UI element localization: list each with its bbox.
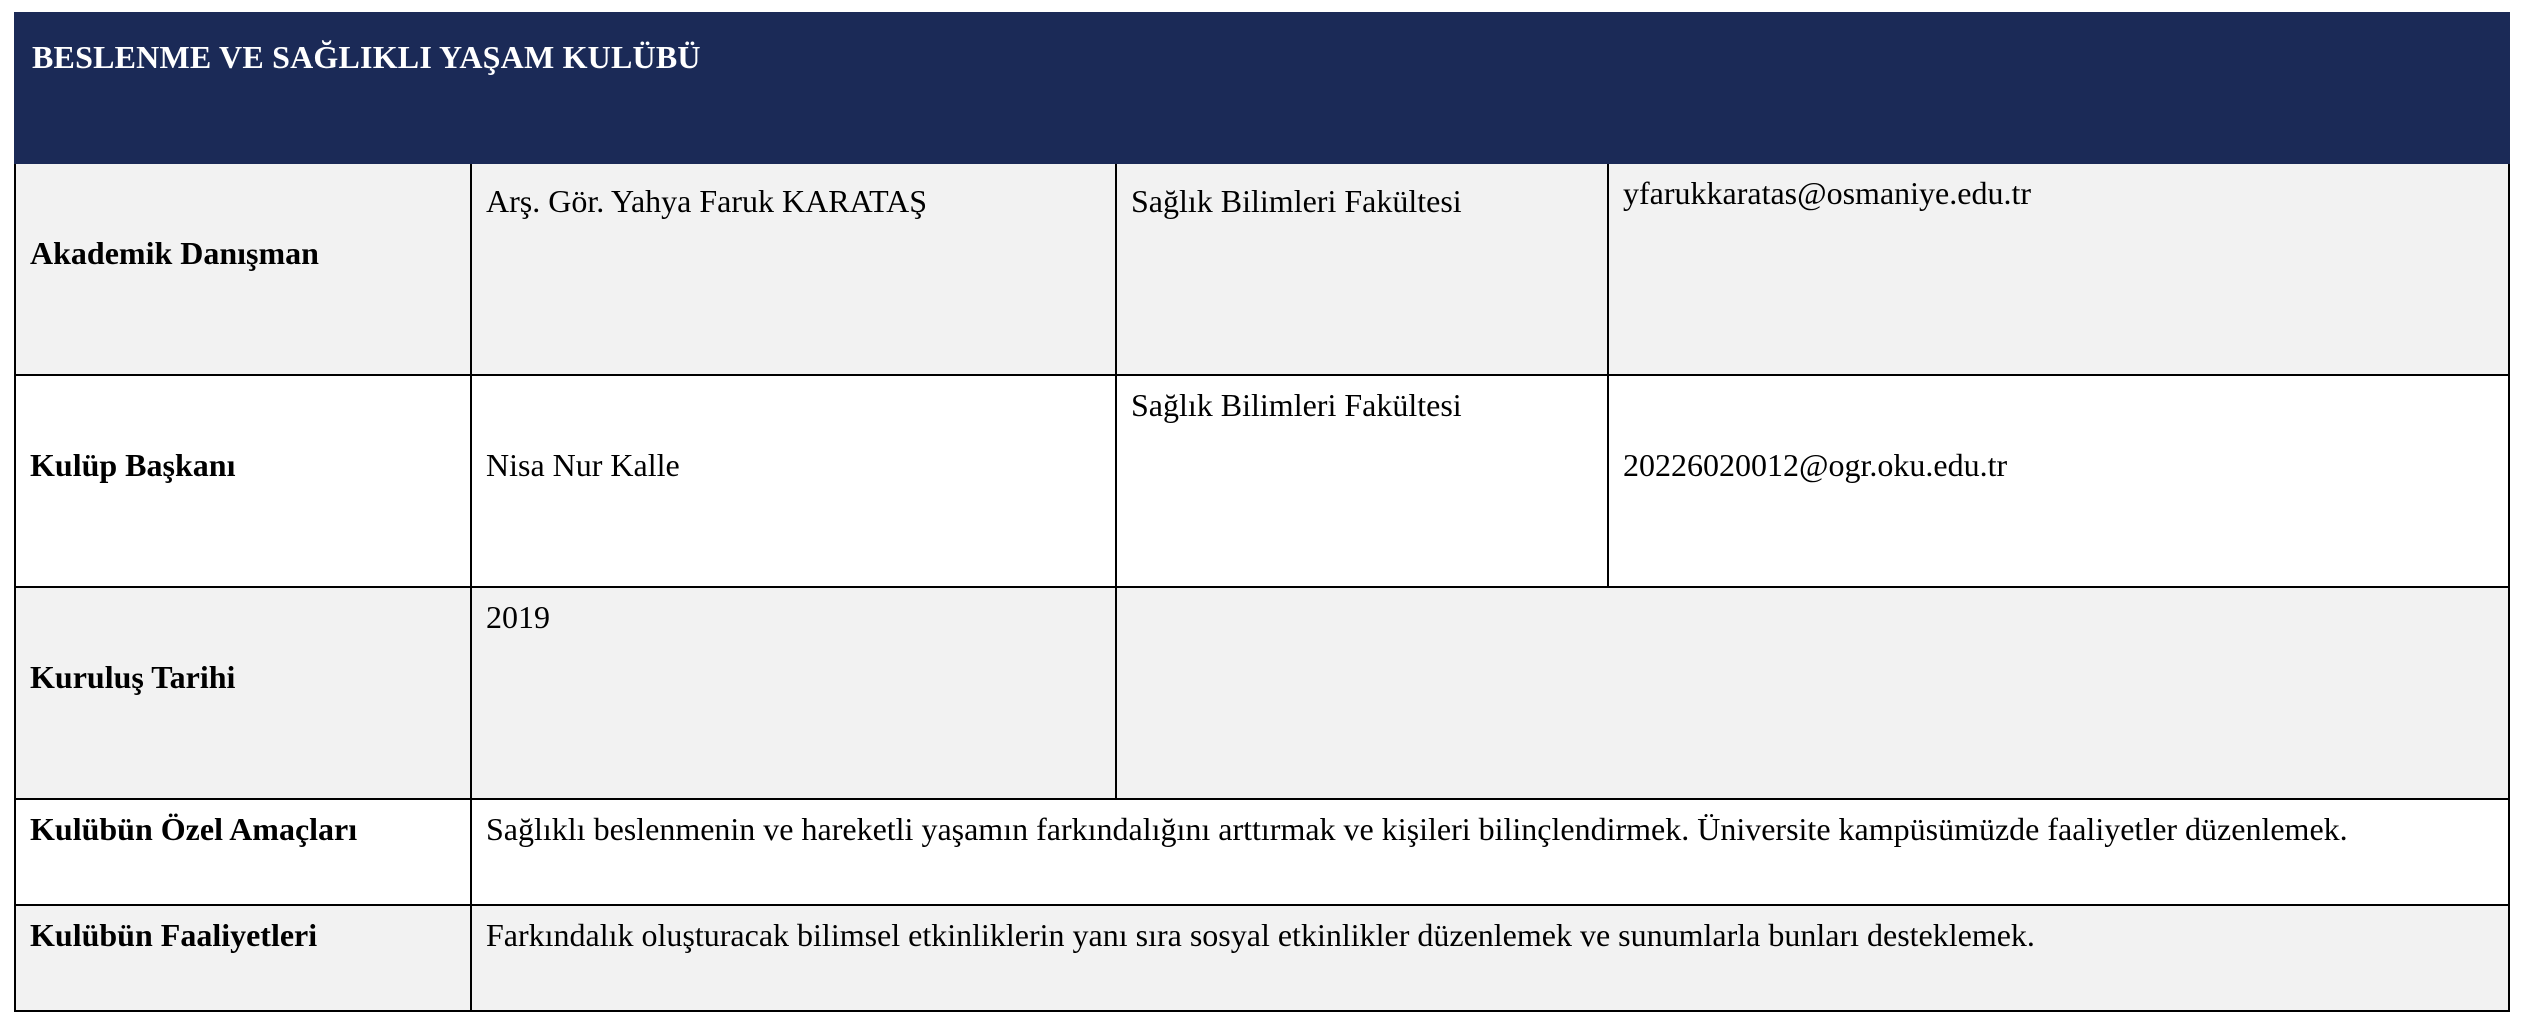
advisor-row [15, 163, 2509, 375]
founding-label-cell [15, 587, 471, 799]
advisor-name-cell [471, 163, 1116, 375]
founding-value-cell [471, 587, 1116, 799]
advisor-faculty-cell [1116, 163, 1608, 375]
president-row [15, 375, 2509, 587]
president-email-cell [1608, 375, 2509, 587]
president-label: Kulüp Başkanı [30, 447, 236, 483]
founding-label: Kuruluş Tarihi [30, 659, 236, 695]
president-faculty-cell [1116, 375, 1608, 587]
goals-row [15, 799, 2509, 905]
club-info-table [14, 12, 2510, 1012]
goals-value: Sağlıklı beslenmenin ve hareketli yaşamın farkındalığını arttırmak ve kişileri bilinçlendirmek. Üniversite kampüsümüzde faaliyetler düzenlemek. [486, 811, 2348, 847]
president-label-cell [15, 375, 471, 587]
advisor-faculty: Sağlık Bilimleri Fakültesi [1131, 183, 1462, 219]
founding-empty-cell [1116, 587, 2509, 799]
founding-row [15, 587, 2509, 799]
header-row [15, 13, 2509, 163]
advisor-email-cell [1608, 163, 2509, 375]
advisor-label: Akademik Danışman [30, 235, 319, 271]
activities-value-cell [471, 905, 2509, 1011]
founding-value: 2019 [486, 599, 550, 635]
page-title: BESLENME VE SAĞLIKLI YAŞAM KULÜBÜ [32, 39, 701, 75]
goals-label: Kulübün Özel Amaçları [30, 811, 358, 847]
activities-row [15, 905, 2509, 1011]
activities-label: Kulübün Faaliyetleri [30, 917, 318, 953]
president-name: Nisa Nur Kalle [486, 447, 680, 483]
goals-label-cell [15, 799, 471, 905]
advisor-email: yfarukkaratas@osmaniye.edu.tr [1623, 175, 2031, 211]
activities-label-cell [15, 905, 471, 1011]
president-faculty: Sağlık Bilimleri Fakültesi [1131, 387, 1462, 423]
activities-value: Farkındalık oluşturacak bilimsel etkinliklerin yanı sıra sosyal etkinlikler düzenlemek ve sunumlarla bunları desteklemek. [486, 917, 2035, 953]
president-name-cell [471, 375, 1116, 587]
goals-value-cell [471, 799, 2509, 905]
advisor-name: Arş. Gör. Yahya Faruk KARATAŞ [486, 183, 928, 219]
advisor-label-cell [15, 163, 471, 375]
president-email: 20226020012@ogr.oku.edu.tr [1623, 447, 2008, 483]
header-cell [15, 13, 2509, 163]
